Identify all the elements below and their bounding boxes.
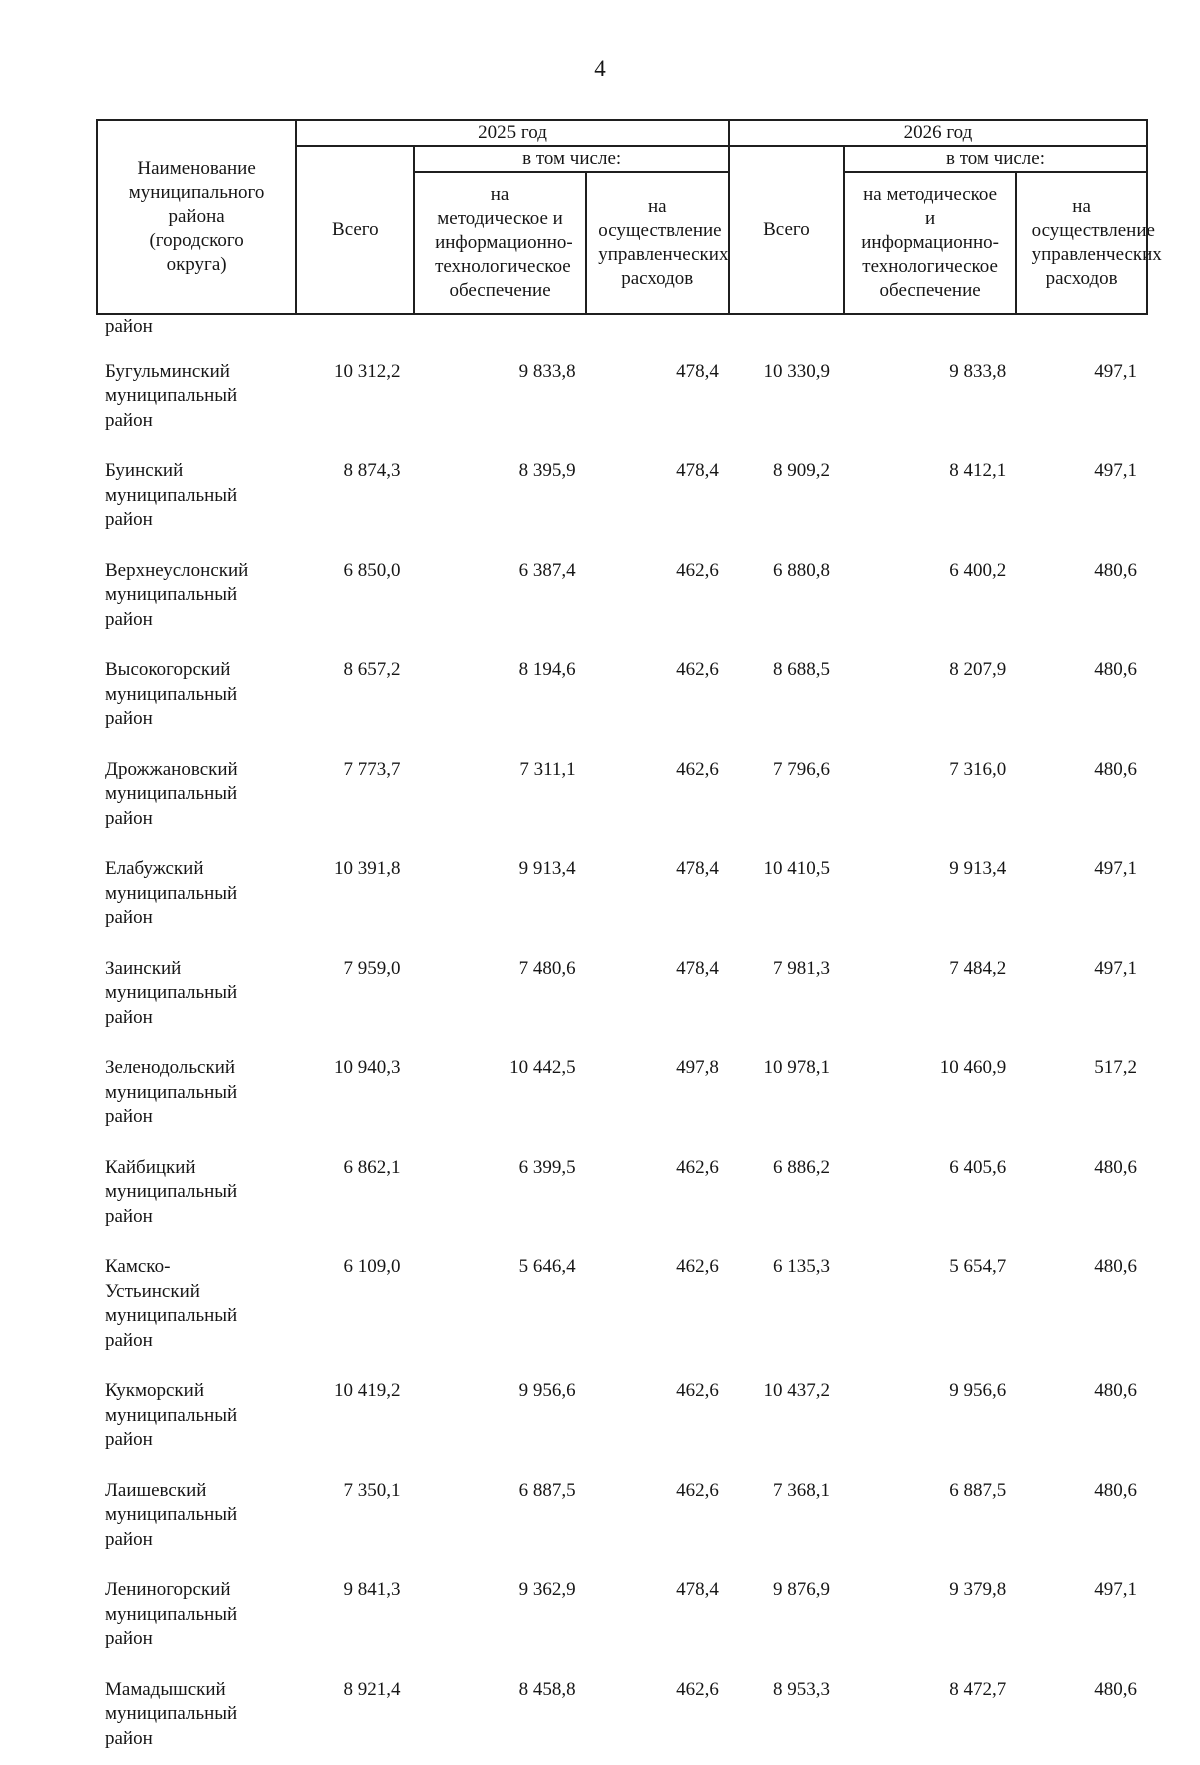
table-row <box>97 646 1147 746</box>
district-name: Дрожжановский муниципальный район <box>97 746 296 846</box>
table-row <box>97 1044 1147 1144</box>
cell-total-2025: 10 940,3 <box>296 1044 414 1144</box>
cell-admin-2025: 497,8 <box>586 1044 729 1144</box>
cell-method-2026: 9 913,4 <box>844 845 1016 945</box>
cell-method-2026: 9 956,6 <box>844 1367 1016 1467</box>
cell-method-2025: 5 646,4 <box>414 1243 585 1367</box>
cell-total-2026: 8 909,2 <box>729 447 844 547</box>
cell-method-2025: 9 833,8 <box>414 348 585 448</box>
table-row <box>97 1467 1147 1567</box>
cell-total-2026: 10 978,1 <box>729 1044 844 1144</box>
table-row <box>97 1566 1147 1666</box>
cell-method-2026: 9 379,8 <box>844 1566 1016 1666</box>
header-method-2026: на методическое и информационно-технологическое обеспечение <box>844 172 1016 314</box>
cell-admin-2025: 478,4 <box>586 845 729 945</box>
cell-method-2026: 6 405,6 <box>844 1144 1016 1244</box>
cell-admin-2025: 462,6 <box>586 1367 729 1467</box>
cell-admin-2026: 517,2 <box>1016 1044 1147 1144</box>
cell-admin-2026: 480,6 <box>1016 1467 1147 1567</box>
cell-method-2025: 8 458,8 <box>414 1666 585 1765</box>
cell-total-2025: 8 874,3 <box>296 447 414 547</box>
cell-total-2026: 6 886,2 <box>729 1144 844 1244</box>
table-row <box>97 1367 1147 1467</box>
cell-method-2026: 8 472,7 <box>844 1666 1016 1765</box>
cell-total-2026: 9 876,9 <box>729 1566 844 1666</box>
cell-admin-2026: 480,6 <box>1016 1144 1147 1244</box>
cell-total-2025: 9 841,3 <box>296 1566 414 1666</box>
district-name: Камско-Устьинский муниципальный район <box>97 1243 296 1367</box>
cell-admin-2025: 462,6 <box>586 1243 729 1367</box>
district-name: Кайбицкий муниципальный район <box>97 1144 296 1244</box>
cell-total-2026: 8 688,5 <box>729 646 844 746</box>
header-including-2026: в том числе: <box>844 146 1147 172</box>
cell-method-2026: 5 654,7 <box>844 1243 1016 1367</box>
cell-admin-2026: 480,6 <box>1016 1367 1147 1467</box>
cell-admin-2026: 497,1 <box>1016 845 1147 945</box>
cell-admin-2026: 497,1 <box>1016 348 1147 448</box>
district-name: Буинский муниципальный район <box>97 447 296 547</box>
cell-method-2026: 6 887,5 <box>844 1467 1016 1567</box>
header-name-column: Наименование муниципального района (городского округа) <box>97 120 296 314</box>
table-row <box>97 1144 1147 1244</box>
district-name: Мамадышский муниципальный район <box>97 1666 296 1765</box>
cell-admin-2025: 462,6 <box>586 1144 729 1244</box>
cell-method-2025: 10 442,5 <box>414 1044 585 1144</box>
district-name: Высокогорский муниципальный район <box>97 646 296 746</box>
table-body <box>97 314 1147 1765</box>
cell-admin-2025: 462,6 <box>586 547 729 647</box>
cell-method-2025: 9 956,6 <box>414 1367 585 1467</box>
cell-method-2025: 7 311,1 <box>414 746 585 846</box>
cell-total-2026: 8 953,3 <box>729 1666 844 1765</box>
cell-admin-2025: 478,4 <box>586 447 729 547</box>
district-name: Елабужский муниципальный район <box>97 845 296 945</box>
cell-total-2025: 6 862,1 <box>296 1144 414 1244</box>
page-number: 4 <box>0 56 1200 82</box>
cell-admin-2026: 497,1 <box>1016 945 1147 1045</box>
cell-method-2026: 6 400,2 <box>844 547 1016 647</box>
cell-method-2025: 6 399,5 <box>414 1144 585 1244</box>
table-row <box>97 348 1147 448</box>
cell-admin-2025: 478,4 <box>586 945 729 1045</box>
table-header <box>97 120 1147 314</box>
cell-admin-2025: 462,6 <box>586 1467 729 1567</box>
cell-admin-2026: 497,1 <box>1016 1566 1147 1666</box>
cell-method-2026: 10 460,9 <box>844 1044 1016 1144</box>
header-total-2026: Всего <box>729 146 844 314</box>
cell-admin-2025: 462,6 <box>586 646 729 746</box>
district-name: Верхнеуслонский муниципальный район <box>97 547 296 647</box>
cell-total-2025: 10 312,2 <box>296 348 414 448</box>
cell-admin-2026: 480,6 <box>1016 1243 1147 1367</box>
header-total-2025: Всего <box>296 146 414 314</box>
cell-method-2025: 6 887,5 <box>414 1467 585 1567</box>
cell-admin-2025: 478,4 <box>586 348 729 448</box>
cell-admin-2026: 480,6 <box>1016 547 1147 647</box>
cell-admin-2025: 462,6 <box>586 1666 729 1765</box>
cell-method-2026: 9 833,8 <box>844 348 1016 448</box>
cell-method-2025: 8 395,9 <box>414 447 585 547</box>
cell-method-2026: 8 412,1 <box>844 447 1016 547</box>
header-admin-2026: на осуществление управленческих расходов <box>1016 172 1147 314</box>
table-row <box>97 547 1147 647</box>
cell-admin-2026: 480,6 <box>1016 1666 1147 1765</box>
cell-admin-2026: 497,1 <box>1016 447 1147 547</box>
district-name: район <box>97 314 296 348</box>
cell-method-2025: 7 480,6 <box>414 945 585 1045</box>
district-name: Зеленодольский муниципальный район <box>97 1044 296 1144</box>
cell-total-2026: 6 135,3 <box>729 1243 844 1367</box>
header-including-2025: в том числе: <box>414 146 728 172</box>
table-row-continued <box>97 314 1147 348</box>
table-row <box>97 945 1147 1045</box>
cell-total-2026: 7 796,6 <box>729 746 844 846</box>
cell-total-2025: 7 350,1 <box>296 1467 414 1567</box>
cell-total-2026: 10 330,9 <box>729 348 844 448</box>
cell-admin-2025: 462,6 <box>586 746 729 846</box>
cell-total-2025: 6 850,0 <box>296 547 414 647</box>
cell-total-2026: 6 880,8 <box>729 547 844 647</box>
budget-table <box>96 119 1148 1765</box>
header-admin-2025: на осуществление управленческих расходов <box>586 172 729 314</box>
cell-method-2025: 9 913,4 <box>414 845 585 945</box>
cell-total-2025: 10 391,8 <box>296 845 414 945</box>
district-name: Заинский муниципальный район <box>97 945 296 1045</box>
cell-method-2026: 7 484,2 <box>844 945 1016 1045</box>
cell-total-2026: 10 410,5 <box>729 845 844 945</box>
header-method-2025: на методическое и информационно-технологическое обеспечение <box>414 172 585 314</box>
district-name: Лаишевский муниципальный район <box>97 1467 296 1567</box>
cell-total-2025: 8 657,2 <box>296 646 414 746</box>
cell-admin-2025: 478,4 <box>586 1566 729 1666</box>
cell-method-2026: 7 316,0 <box>844 746 1016 846</box>
header-year-2026: 2026 год <box>729 120 1147 146</box>
header-year-2025: 2025 год <box>296 120 729 146</box>
table-row <box>97 1243 1147 1367</box>
cell-method-2025: 8 194,6 <box>414 646 585 746</box>
cell-total-2026: 10 437,2 <box>729 1367 844 1467</box>
table-row <box>97 447 1147 547</box>
cell-total-2025: 6 109,0 <box>296 1243 414 1367</box>
cell-total-2025: 8 921,4 <box>296 1666 414 1765</box>
cell-admin-2026: 480,6 <box>1016 646 1147 746</box>
cell-total-2025: 7 959,0 <box>296 945 414 1045</box>
district-name: Лениногорский муниципальный район <box>97 1566 296 1666</box>
cell-method-2025: 6 387,4 <box>414 547 585 647</box>
cell-total-2025: 7 773,7 <box>296 746 414 846</box>
cell-total-2026: 7 981,3 <box>729 945 844 1045</box>
district-name: Кукморский муниципальный район <box>97 1367 296 1467</box>
table-row <box>97 746 1147 846</box>
cell-method-2026: 8 207,9 <box>844 646 1016 746</box>
district-name: Бугульминский муниципальный район <box>97 348 296 448</box>
cell-total-2025: 10 419,2 <box>296 1367 414 1467</box>
cell-method-2025: 9 362,9 <box>414 1566 585 1666</box>
cell-admin-2026: 480,6 <box>1016 746 1147 846</box>
cell-total-2026: 7 368,1 <box>729 1467 844 1567</box>
table-row <box>97 845 1147 945</box>
table-row <box>97 1666 1147 1765</box>
